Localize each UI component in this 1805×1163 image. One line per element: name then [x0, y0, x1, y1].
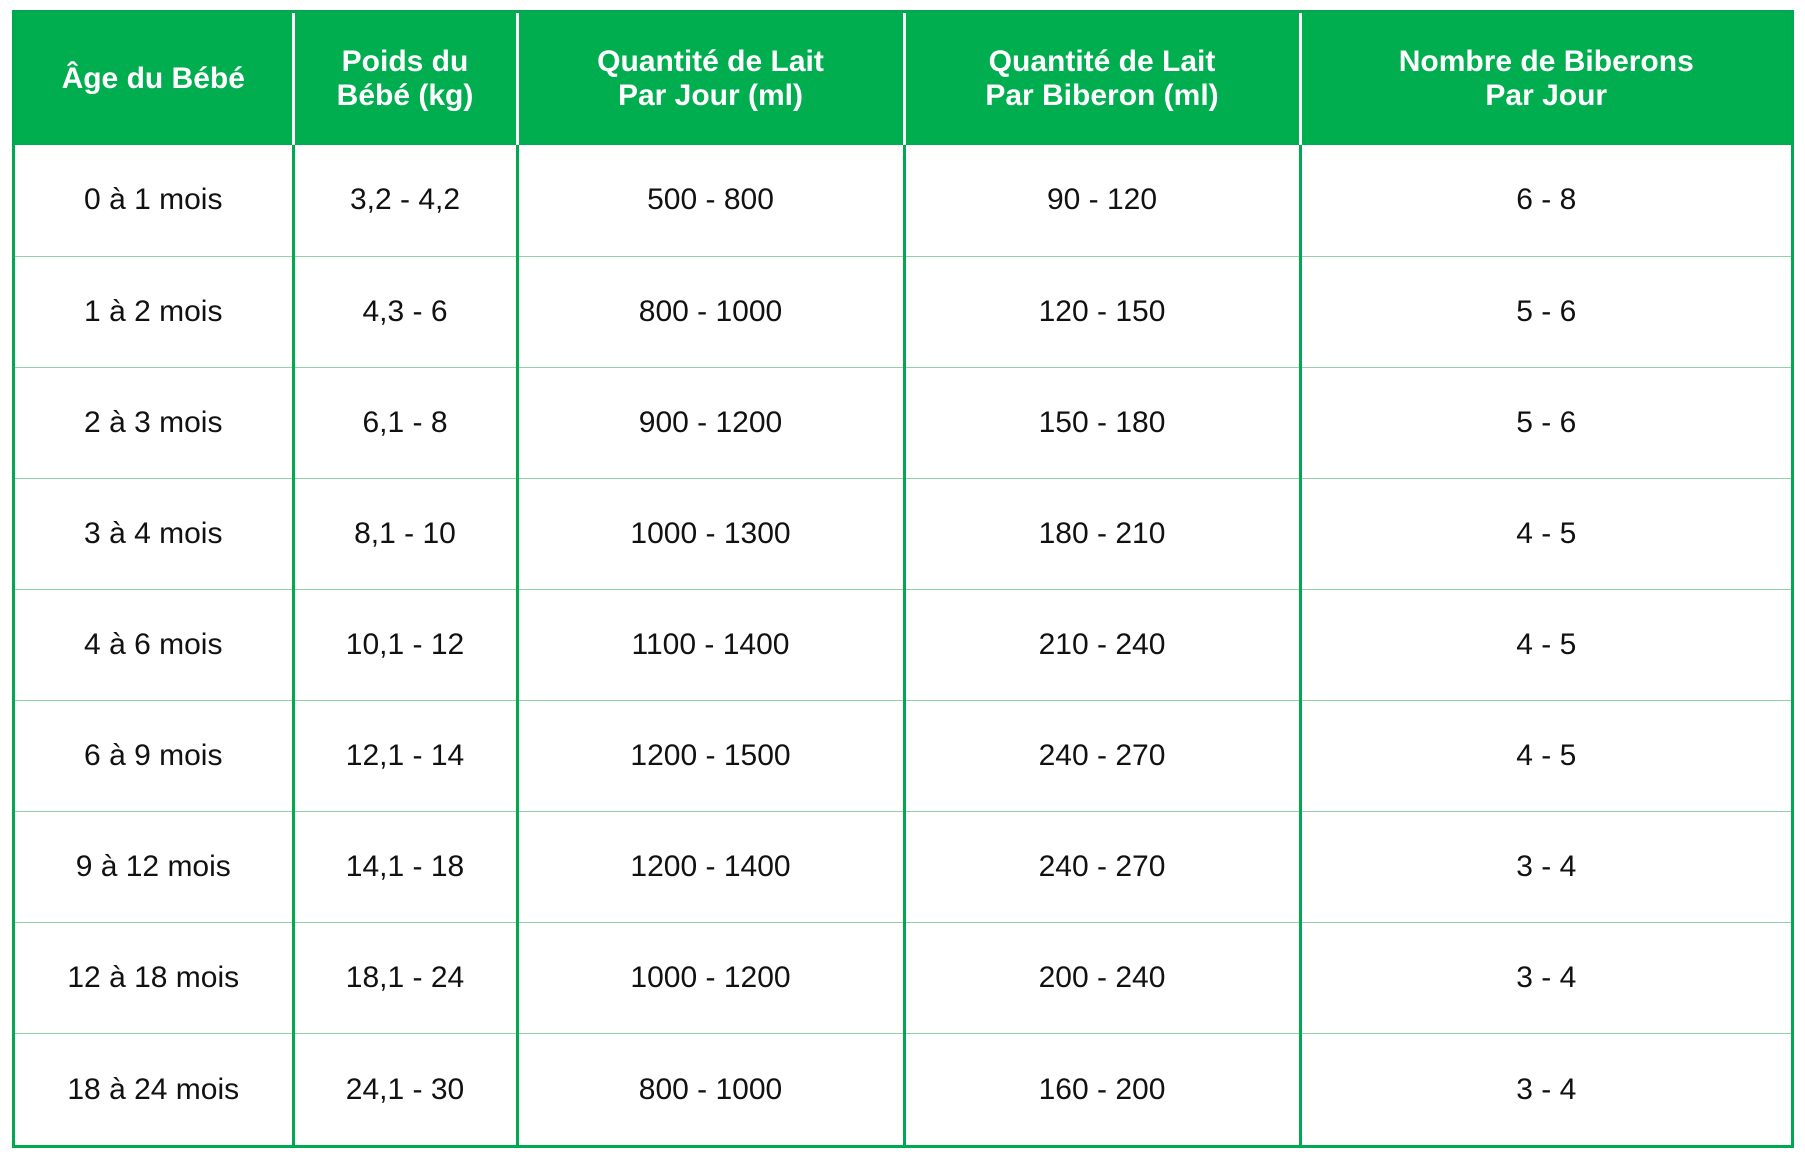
cell-age: 9 à 12 mois: [15, 812, 293, 923]
table-body: [15, 145, 1791, 1145]
cell-milk-per-bottle: 90 - 120: [904, 145, 1300, 256]
cell-milk-per-day: 1100 - 1400: [517, 589, 904, 700]
header-row: [15, 13, 1791, 145]
cell-bottles-per-day: 5 - 6: [1300, 367, 1791, 478]
cell-milk-per-day: 800 - 1000: [517, 1034, 904, 1145]
cell-age: 6 à 9 mois: [15, 701, 293, 812]
cell-age: 12 à 18 mois: [15, 923, 293, 1034]
cell-age: 4 à 6 mois: [15, 589, 293, 700]
cell-weight: 24,1 - 30: [293, 1034, 517, 1145]
cell-bottles-per-day: 3 - 4: [1300, 923, 1791, 1034]
cell-bottles-per-day: 6 - 8: [1300, 145, 1791, 256]
table-row: [15, 367, 1791, 478]
table-row: [15, 1034, 1791, 1145]
cell-weight: 6,1 - 8: [293, 367, 517, 478]
cell-weight: 4,3 - 6: [293, 256, 517, 367]
cell-age: 0 à 1 mois: [84, 183, 223, 217]
feeding-table-container: [12, 10, 1794, 1148]
cell-age: 18 à 24 mois: [15, 1034, 293, 1145]
cell-milk-per-day: 1000 - 1200: [517, 923, 904, 1034]
cell-weight: 18,1 - 24: [293, 923, 517, 1034]
cell-bottles-per-day: 3 - 4: [1300, 1034, 1791, 1145]
table-row: [15, 923, 1791, 1034]
cell-age: 1 à 2 mois: [15, 256, 293, 367]
cell-milk-per-bottle: 120 - 150: [904, 256, 1300, 367]
cell-bottles-per-day: 4 - 5: [1300, 589, 1791, 700]
cell-weight: 10,1 - 12: [293, 589, 517, 700]
table-row: [15, 589, 1791, 700]
header-milk-per-bottle: Quantité de Lait Par Biberon (ml): [904, 13, 1300, 145]
cell-milk-per-bottle: 180 - 210: [904, 478, 1300, 589]
header-milk-per-day: Quantité de Lait Par Jour (ml): [517, 13, 904, 145]
cell-milk-per-day: 900 - 1200: [517, 367, 904, 478]
cell-milk-per-bottle: 160 - 200: [904, 1034, 1300, 1145]
table-header: [15, 13, 1791, 145]
cell-bottles-per-day: 4 - 5: [1300, 701, 1791, 812]
cell-age: 3 à 4 mois: [15, 478, 293, 589]
cell-weight: 3,2 - 4,2: [293, 145, 517, 256]
header-age: Âge du Bébé: [15, 13, 293, 145]
cell-bottles-per-day: 5 - 6: [1300, 256, 1791, 367]
cell-weight: 14,1 - 18: [293, 812, 517, 923]
table-row: [15, 145, 1791, 256]
table-row: [15, 478, 1791, 589]
cell-weight: 8,1 - 10: [293, 478, 517, 589]
cell-milk-per-bottle: 150 - 180: [904, 367, 1300, 478]
cell-milk-per-day: 1000 - 1300: [517, 478, 904, 589]
cell-milk-per-day: 500 - 800: [517, 145, 904, 256]
cell-milk-per-bottle: 240 - 270: [904, 812, 1300, 923]
cell-bottles-per-day: 4 - 5: [1300, 478, 1791, 589]
cell-milk-per-bottle: 240 - 270: [904, 701, 1300, 812]
cell-weight: 12,1 - 14: [293, 701, 517, 812]
header-bottles-per-day: Nombre de Biberons Par Jour: [1300, 13, 1791, 145]
cell-bottles-per-day: 3 - 4: [1300, 812, 1791, 923]
cell-milk-per-day: 1200 - 1400: [517, 812, 904, 923]
feeding-table: [15, 13, 1791, 1145]
cell-milk-per-bottle: 210 - 240: [904, 589, 1300, 700]
table-row: [15, 701, 1791, 812]
cell-milk-per-day: 800 - 1000: [517, 256, 904, 367]
cell-milk-per-day: 1200 - 1500: [517, 701, 904, 812]
table-row: [15, 812, 1791, 923]
cell-age: 2 à 3 mois: [15, 367, 293, 478]
cell-milk-per-bottle: 200 - 240: [904, 923, 1300, 1034]
header-weight: Poids du Bébé (kg): [293, 13, 517, 145]
table-row: [15, 256, 1791, 367]
